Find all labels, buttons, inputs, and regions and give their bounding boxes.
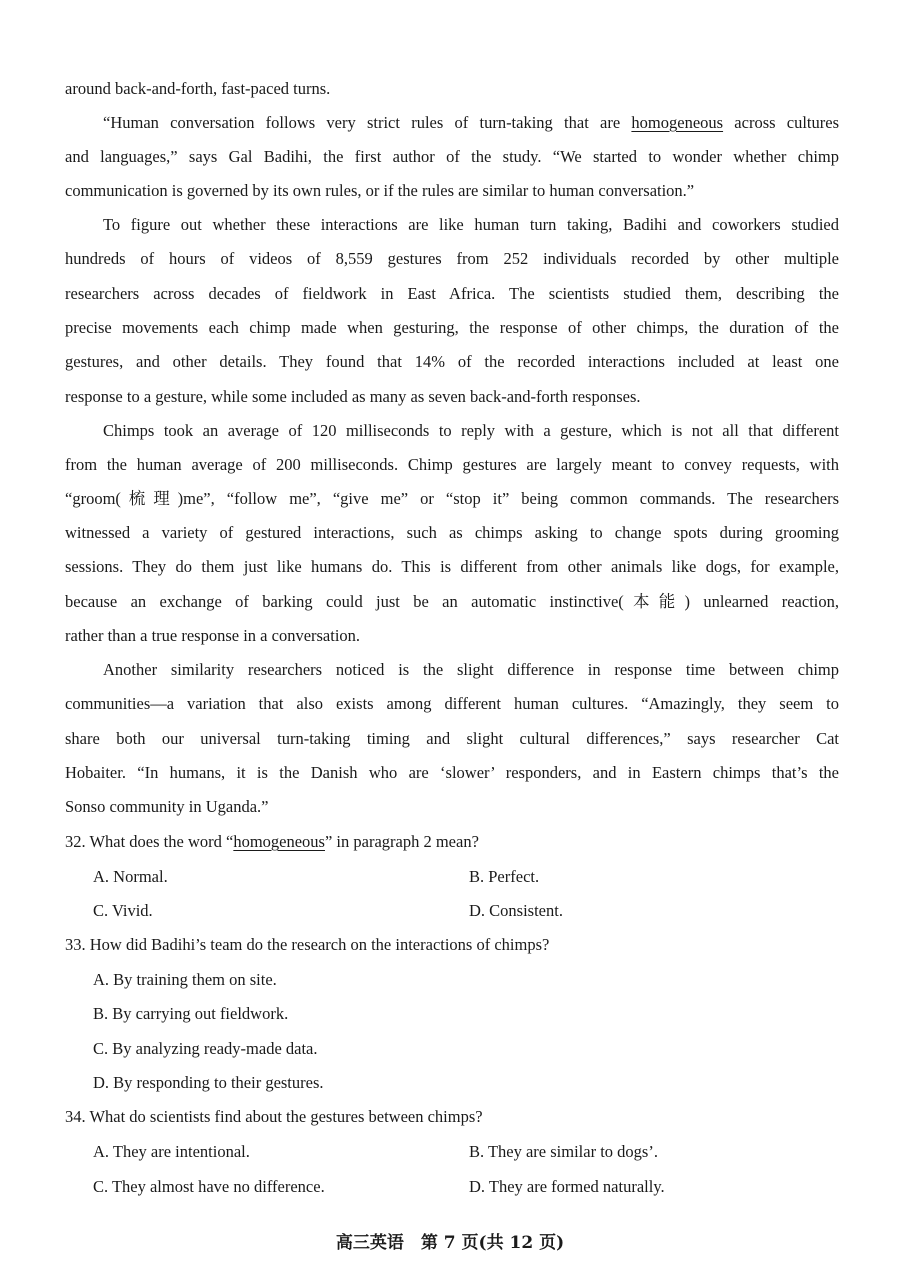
paragraph-line: Hobaiter. “In humans, it is the Danish who are ‘slower’ responders, and in Eastern chimps that’s the (65, 763, 839, 782)
paragraph-line: To figure out whether these interactions are like human turn taking, Badihi and coworkers studied (103, 215, 839, 234)
paragraph-line: sessions. They do them just like humans do. This is different from other animals like dogs, for example, (65, 557, 839, 576)
paragraph-line: Another similarity researchers noticed is the slight difference in response time between chimp (103, 660, 839, 679)
answer-option[interactable]: A. They are intentional. (93, 1142, 250, 1161)
text-run: 32. What does the word “ (65, 832, 234, 851)
paragraph-line: communication is governed by its own rules, or if the rules are similar to human conversation.” (65, 181, 695, 200)
paragraph-line: gestures, and other details. They found that 14% of the recorded interactions included at least one (65, 352, 839, 371)
answer-option[interactable]: C. Vivid. (93, 901, 153, 920)
answer-option[interactable]: A. Normal. (93, 867, 168, 886)
answer-option[interactable]: D. They are formed naturally. (469, 1177, 665, 1196)
paragraph-line: communities—a variation that also exists among different human cultures. “Amazingly, they seem to (65, 694, 839, 713)
page-footer: 高三英语 第 7 页(共 12 页) (335, 1233, 565, 1253)
paragraph-line: Chimps took an average of 120 milliseconds to reply with a gesture, which is not all that different (103, 421, 839, 440)
text-run: ” in paragraph 2 mean? (324, 832, 479, 851)
paragraph-line: “groom(梳理)me”, “follow me”, “give me” or “stop it” being common commands. The researchers (65, 489, 839, 508)
answer-option[interactable]: C. They almost have no difference. (93, 1177, 325, 1196)
paragraph-line: Sonso community in Uganda.” (65, 797, 269, 816)
paragraph-line (103, 112, 839, 134)
paragraph-line: response to a gesture, while some included as many as seven back-and-forth responses. (65, 387, 641, 406)
paragraph-line: hundreds of hours of videos of 8,559 gestures from 252 individuals recorded by other multiple (65, 249, 839, 268)
paragraph-line: around back-and-forth, fast-paced turns. (65, 79, 331, 98)
underlined-word: homogeneous (631, 113, 724, 132)
paragraph-line: witnessed a variety of gestured interactions, such as chimps asking to change spots during grooming (65, 523, 839, 542)
answer-option[interactable]: B. By carrying out fieldwork. (93, 1004, 289, 1023)
paragraph-line: researchers across decades of fieldwork in East Africa. The scientists studied them, describing the (65, 284, 839, 303)
answer-option[interactable]: D. By responding to their gestures. (93, 1073, 324, 1092)
paragraph-line: precise movements each chimp made when gesturing, the response of other chimps, the duration of the (65, 318, 839, 337)
answer-option[interactable]: B. Perfect. (469, 867, 540, 886)
answer-option[interactable]: B. They are similar to dogs’. (469, 1142, 658, 1161)
answer-option[interactable]: C. By analyzing ready-made data. (93, 1039, 318, 1058)
answer-option[interactable]: D. Consistent. (469, 901, 563, 920)
question-stem: 33. How did Badihi’s team do the research on the interactions of chimps? (65, 935, 550, 954)
paragraph-line: and languages,” says Gal Badihi, the first author of the study. “We started to wonder whether chimp (65, 147, 839, 166)
question-stem: 34. What do scientists find about the gestures between chimps? (65, 1107, 483, 1126)
paragraph-line: because an exchange of barking could just be an automatic instinctive(本能) unlearned reaction, (65, 592, 839, 611)
paragraph-line: share both our universal turn-taking timing and slight cultural differences,” says researcher Cat (65, 729, 839, 748)
answer-option[interactable]: A. By training them on site. (93, 970, 277, 989)
underlined-word: homogeneous (233, 832, 325, 851)
paragraph-line: rather than a true response in a conversation. (65, 626, 361, 645)
question-stem (65, 831, 839, 853)
paragraph-line: from the human average of 200 milliseconds. Chimp gestures are largely meant to convey requests, with (65, 455, 839, 474)
text-run: across cultures (723, 113, 840, 132)
text-run: “Human conversation follows very strict rules of turn-taking that are (103, 113, 632, 132)
